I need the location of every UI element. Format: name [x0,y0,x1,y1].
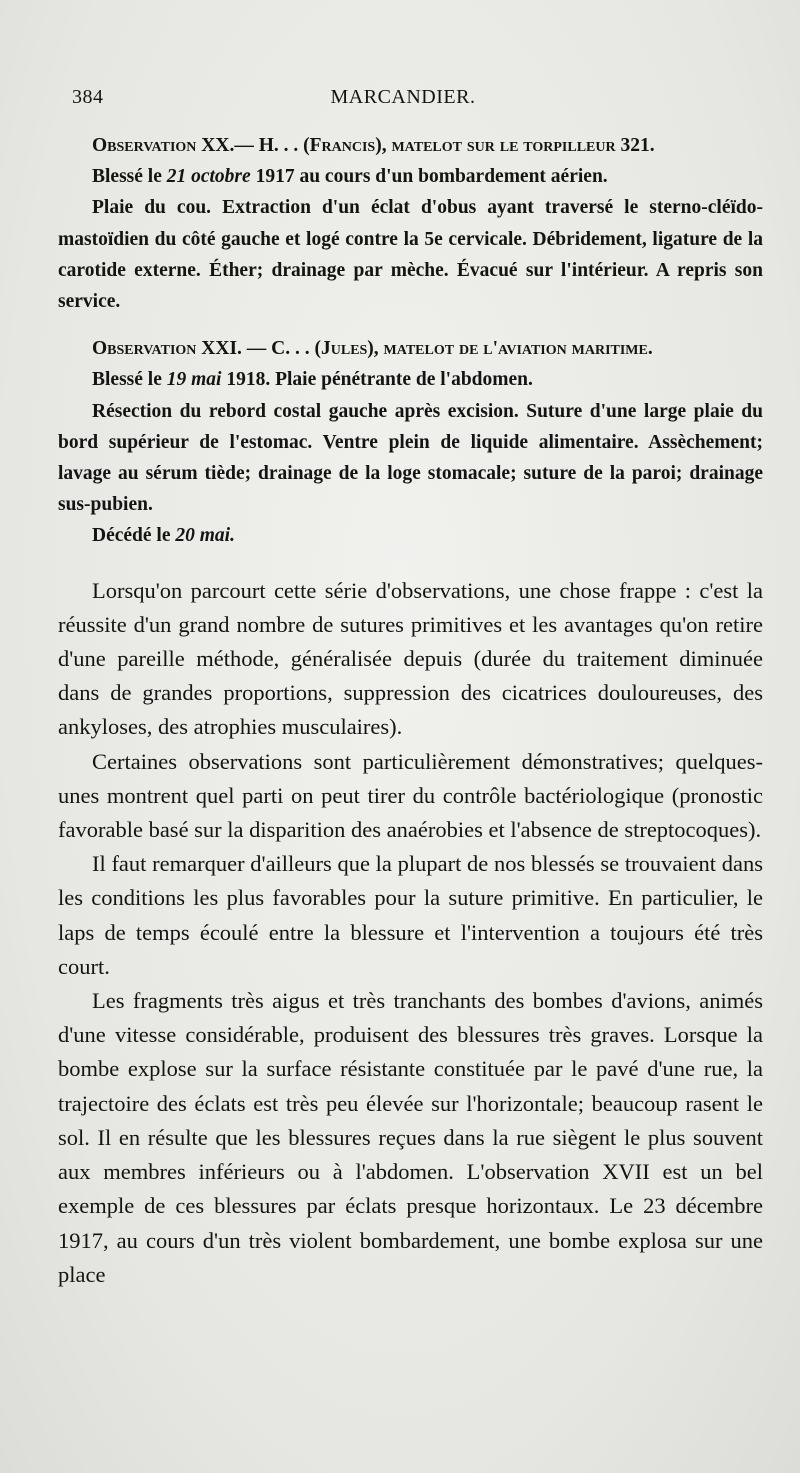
main-paragraph-2: Certaines observations sont particulièrement démonstratives; quelques-unes montrent quel parti on peut tirer du contrôle bactériologique (pronostic favorable basé sur la disparition des anaérobies et l'absence de streptocoques). [58,748,763,843]
main-paragraph-1: Lorsqu'on parcourt cette série d'observations, une chose frappe : c'est la réussite d'un grand nombre de sutures primitives et les avantages qu'on retire d'une pareille méthode, généralisée depuis (durée du traitement diminuée dans de grandes proportions, suppression des cicatrices douloureuses, des ankyloses, des atrophies musculaires). [58,577,763,740]
observation-20-date: 21 octobre [166,166,251,188]
observation-21-date-suffix: 1918. Plaie pénétrante de l'abdomen. [221,369,533,391]
running-head: MARCANDIER. [330,86,476,108]
observation-20-date-prefix: Blessé le [92,166,167,188]
observation-20-injury-line [58,161,763,192]
observation-21 [58,333,763,551]
main-text [58,574,763,1292]
observation-21-death-prefix: Décédé le [92,525,176,547]
page-content [58,130,763,1292]
observation-21-date-prefix: Blessé le [92,369,167,391]
observation-20-title [58,130,763,161]
observation-21-title [58,333,763,364]
main-paragraph-4: Les fragments très aigus et très tranchants des bombes d'avions, animés d'une vitesse considérable, produisent des blessures très graves. Lorsque la bombe explose sur la surface résistante constituée par le pavé d'une rue, la trajectoire des éclats est très peu élevée sur l'horizontale; beaucoup rasent le sol. Il en résulte que les blessures reçues dans la rue siègent le plus souvent aux membres inférieurs ou à l'abdomen. L'observation XVII est un bel exemple de ces blessures par éclats presque horizontaux. Le 23 décembre 1917, au cours d'un très violent bombardement, une bombe explosa sur une place [58,988,763,1287]
observation-20 [58,130,763,317]
page-header [58,86,748,116]
observation-21-injury-line [58,364,763,395]
observation-21-death-date: 20 mai. [175,525,235,547]
main-paragraph-3: Il faut remarquer d'ailleurs que la plupart de nos blessés se trouvaient dans les conditions les plus favorables pour la suture primitive. En particulier, le laps de temps écoulé entre la blessure et l'intervention a toujours été très court. [58,851,763,979]
observation-21-death-line [58,520,763,551]
observation-21-title-text: Observation XXI. — C. . . (Jules), matelot de l'aviation maritime. [92,338,653,360]
page-number: 384 [72,86,104,108]
observation-20-paragraph: Plaie du cou. Extraction d'un éclat d'obus ayant traversé le sterno-cléïdo-mastoïdien du côté gauche et logé contre la 5e cervicale. Débridement, ligature de la carotide externe. Éther; drainage par mèche. Évacué sur l'intérieur. A repris son service. [58,197,763,313]
observation-20-date-suffix: 1917 au cours d'un bombardement aérien. [250,166,608,188]
observation-20-title-text: Observation XX.— H. . . (Francis), matelot sur le torpilleur 321. [92,135,655,156]
observation-21-date: 19 mai [166,369,222,391]
observation-21-paragraph: Résection du rebord costal gauche après excision. Suture d'une large plaie du bord supérieur de l'estomac. Ventre plein de liquide alimentaire. Assèchement; lavage au sérum tiède; drainage de la loge stomacale; suture de la paroi; drainage sus-pubien. [58,400,763,516]
